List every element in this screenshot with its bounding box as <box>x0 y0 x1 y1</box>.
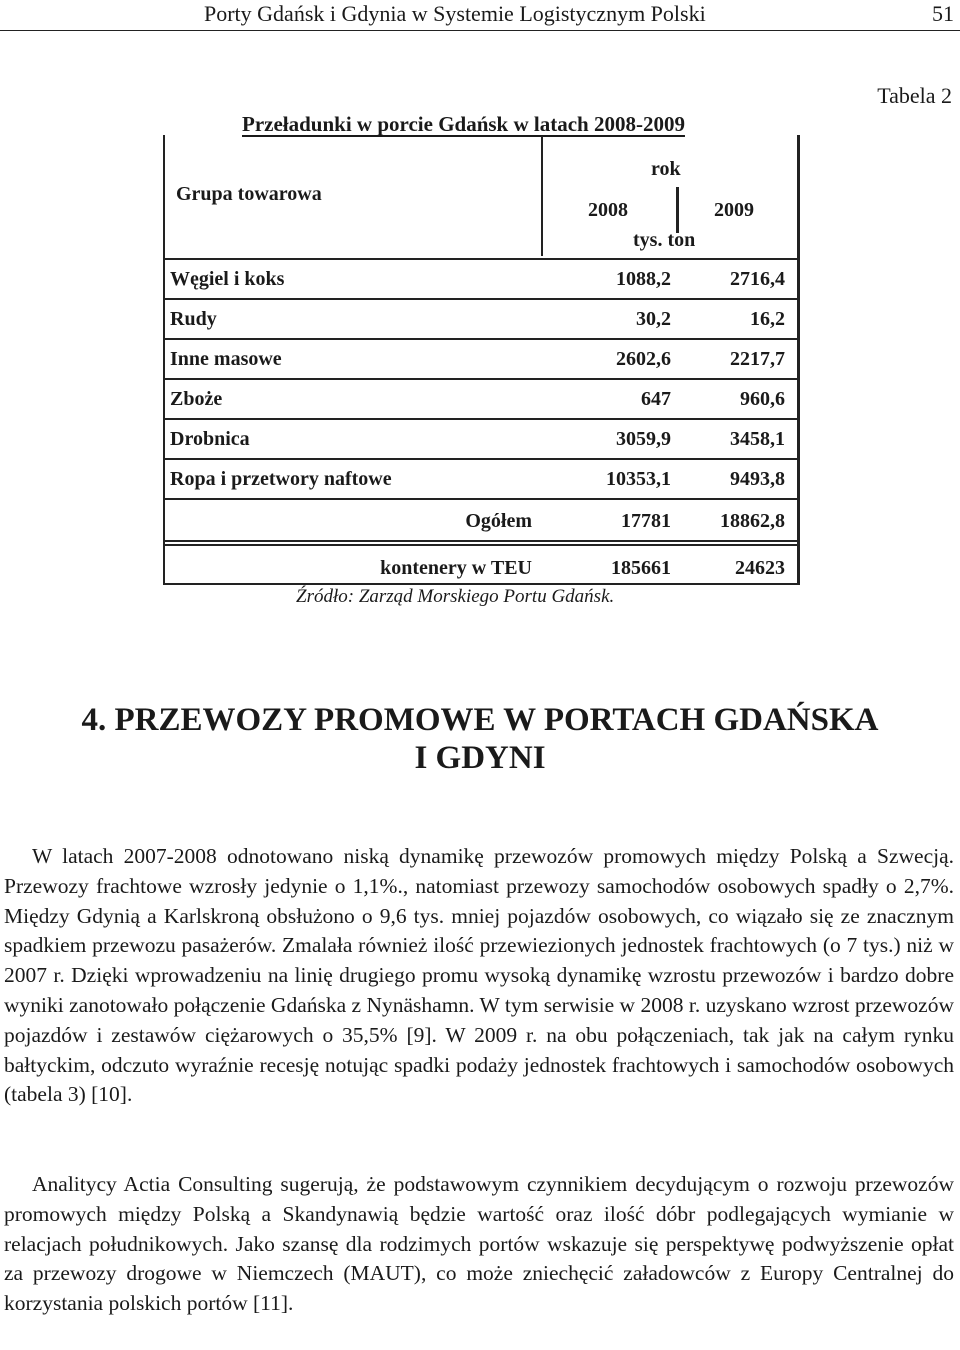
table-rule <box>163 540 798 542</box>
row-label: Rudy <box>170 308 217 330</box>
year-2009-header: 2009 <box>714 199 754 221</box>
running-title: Porty Gdańsk i Gdynia w Systemie Logistycznym Polski <box>204 1 706 26</box>
row-label: Ropa i przetwory naftowe <box>170 468 392 490</box>
table-source: Źródło: Zarząd Morskiego Portu Gdańsk. <box>296 586 615 607</box>
value-2009: 9493,8 <box>730 468 785 490</box>
unit-label: tys. ton <box>633 229 696 251</box>
section-heading: 4. PRZEWOZY PROMOWE W PORTACH GDAŃSKA <box>81 702 879 738</box>
page-number: 51 <box>932 1 954 26</box>
table-rule <box>163 378 798 380</box>
row-label: Drobnica <box>170 428 250 450</box>
row-label: Węgiel i koks <box>170 268 285 290</box>
value-2009: 2217,7 <box>730 348 785 370</box>
table-rule <box>163 338 798 340</box>
containers-2008: 185661 <box>611 557 671 579</box>
group-header: Grupa towarowa <box>176 183 322 205</box>
running-header <box>0 0 960 31</box>
containers-2009: 24623 <box>735 557 785 579</box>
table-rule <box>163 458 798 460</box>
body-paragraph: W latach 2007-2008 odnotowano niską dynamikę przewozów promowych między Polską a Szwecją. Przewozy frachtowe wzrosły jedynie o 1,1%., natomiast przewozy samochodów osobowych spadły o 2,7%. Między Gdynią a Karlskroną obsłużono o 9,6 tys. mniej pojazdów osobowych, co wiązało się ze znacznym spadkiem przewozu pasażerów. Zmalała również ilość przewiezionych jednostek frachtowych (o 7 tys.) niż w 2007 r. Dzięki wprowadzeniu na linię drugiego promu wysoką dynamikę wzrostu przewozów i bardzo dobre wyniki zanotowało połączenie Gdańska z Nynäshamn. W tym serwisie w 2008 r. uzyskano wzrost przewozów pojazdów i zestawów ciężarowych o 35,5% [9]. W 2009 r. na obu połączeniach, tak jak na całym rynku bałtyckim, odczuto wyraźnie recesję notując spadki podaży jednostek frachtowych i samochodów osobowych (tabela 3) [10]. <box>4 844 954 1107</box>
body-paragraph: Analitycy Actia Consulting sugerują, że podstawowym czynnikiem decydującym o rozwoju przewozów promowych między Polską a Skandynawią będzie wartość oraz ilość dóbr podlegających wymianie w relacjach południkowych. Jako szansę dla rodzimych portów wskazuje się perspektywę podwyższenie opłat za przewozy drogowe w Niemczech (MAUT), co może zniechęcić załadowców z Europy Centralnej do korzystania polskich portów [11]. <box>4 1172 954 1316</box>
table-caption: Przeładunki w porcie Gdańsk w latach 2008-2009 <box>242 112 685 136</box>
value-2009: 16,2 <box>750 308 785 330</box>
value-2008: 1088,2 <box>616 268 671 290</box>
value-2008: 3059,9 <box>616 428 671 450</box>
value-2008: 2602,6 <box>616 348 671 370</box>
containers-label: kontenery w TEU <box>380 557 532 579</box>
value-2009: 3458,1 <box>730 428 785 450</box>
row-label: Inne masowe <box>170 348 282 370</box>
value-2008: 30,2 <box>636 308 671 330</box>
total-2009: 18862,8 <box>720 510 785 532</box>
table-rule <box>163 258 798 260</box>
value-2009: 2716,4 <box>730 268 785 290</box>
section-heading-line2: I GDYNI <box>414 740 546 776</box>
table-rule <box>163 498 798 500</box>
table-rule <box>163 544 798 546</box>
year-2008-header: 2008 <box>588 199 628 221</box>
year-header: rok <box>651 158 681 180</box>
total-label: Ogółem <box>465 510 532 532</box>
total-2008: 17781 <box>621 510 671 532</box>
value-2008: 647 <box>641 388 671 410</box>
year-divider <box>676 187 679 233</box>
value-2008: 10353,1 <box>606 468 671 490</box>
table-rule <box>163 418 798 420</box>
table-number: Tabela 2 <box>877 83 952 108</box>
table-divider-vertical <box>541 136 543 256</box>
table-rule <box>163 298 798 300</box>
row-label: Zboże <box>170 388 223 410</box>
value-2009: 960,6 <box>740 388 785 410</box>
